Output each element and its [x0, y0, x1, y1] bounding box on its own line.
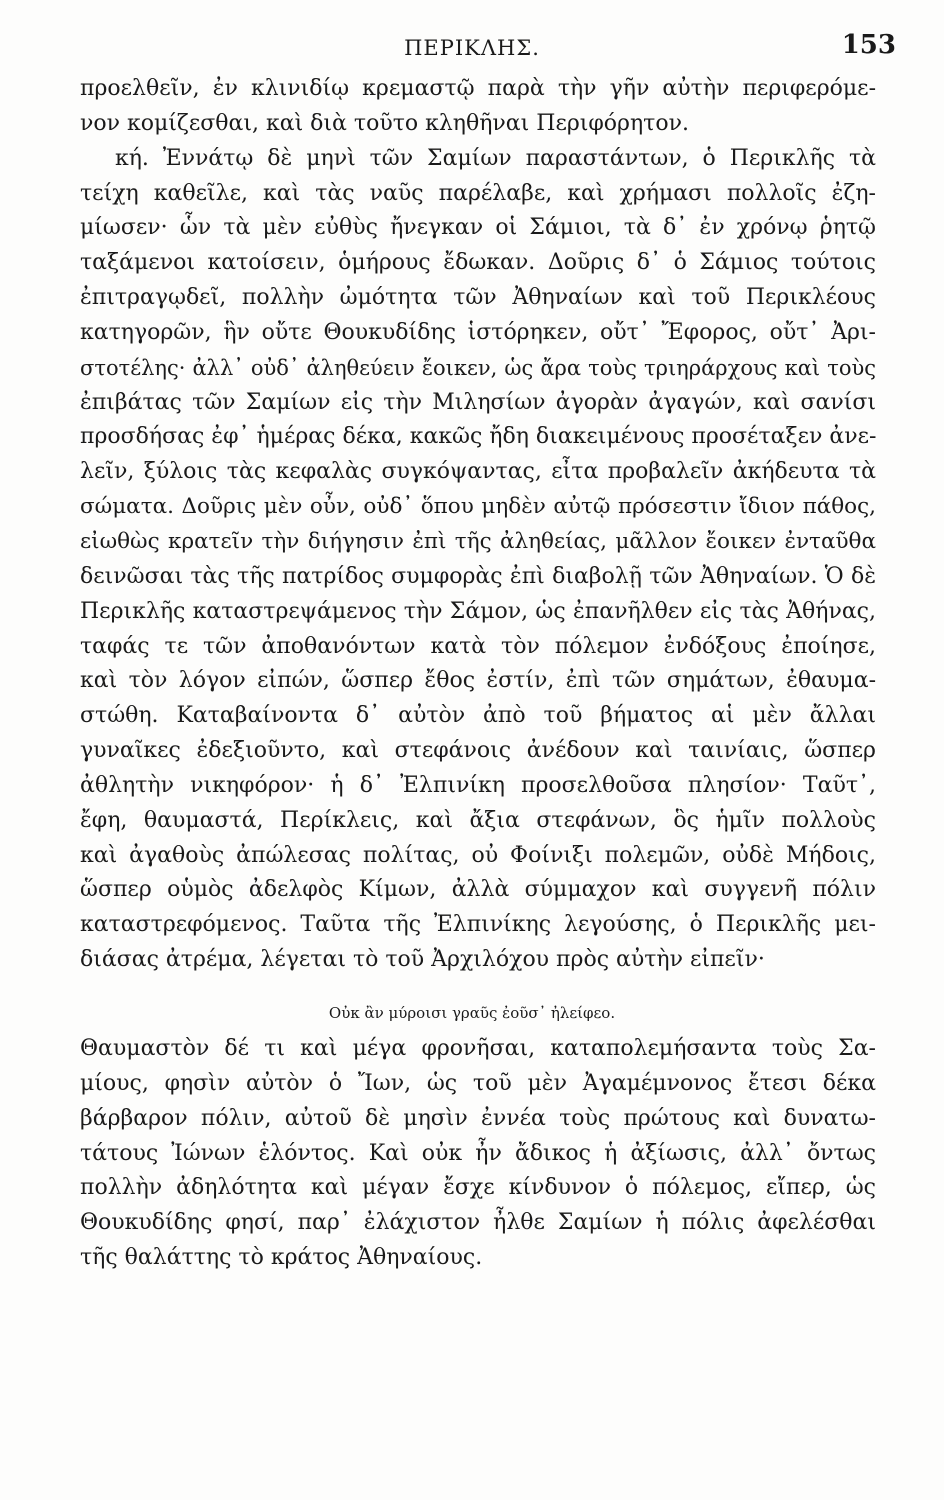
continuation-text-block	[80, 1032, 876, 1276]
text-line: ἀθλητὴν νικηφόρον· ἡ δ᾽ Ἐλπινίκη προσελθοῦσα πλησίον· Ταῦτ᾽,	[80, 772, 876, 798]
text-line: ὥσπερ οὑμὸς ἀδελφὸς Κίμων, ἀλλὰ σύμμαχον καὶ συγγενῆ πόλιν	[80, 877, 876, 903]
text-line: καὶ ἀγαθοὺς ἀπώλεσας πολίτας, οὐ Φοίνιξι πολεμῶν, οὐδὲ Μήδοις,	[80, 842, 876, 868]
text-line: τῆς θαλάττης τὸ κράτος Ἀθηναίους.	[80, 1245, 483, 1271]
page-number: 153	[841, 30, 896, 60]
running-header-title: ΠΕΡΙΚΛΗΣ.	[404, 36, 540, 60]
text-line: ταφάς τε τῶν ἀποθανόντων κατὰ τὸν πόλεμον ἐνδόξους ἐποίησε,	[80, 633, 876, 659]
text-line: μίους, φησὶν αὐτὸν ὁ Ἴων, ὡς τοῦ μὲν Ἀγαμέμνονος ἔτεσι δέκα	[80, 1070, 876, 1096]
text-line: Θουκυδίδης φησί, παρ᾽ ἐλάχιστον ἦλθε Σαμίων ἡ πόλις ἀφελέσθαι	[80, 1210, 876, 1236]
text-line: εἰωθὼς κρατεῖν τὴν διήγησιν ἐπὶ τῆς ἀληθείας, μᾶλλον ἔοικεν ἐνταῦθα	[80, 528, 876, 554]
text-line: βάρβαρον πόλιν, αὐτοῦ δὲ μησὶν ἐννέα τοὺς πρώτους καὶ δυνατω-	[80, 1105, 876, 1131]
text-line: Θαυμαστὸν δέ τι καὶ μέγα φρονῆσαι, καταπολεμήσαντα τοὺς Σα-	[80, 1036, 876, 1061]
text-line: μίωσεν· ὧν τὰ μὲν εὐθὺς ἤνεγκαν οἱ Σάμιοι, τὰ δ᾽ ἐν χρόνῳ ῥητῷ	[80, 215, 876, 241]
text-line: προελθεῖν, ἐν κλινιδίῳ κρεμαστῷ παρὰ τὴν γῆν αὐτὴν περιφερόμε-	[80, 76, 876, 101]
text-line: ἐπιτραγῳδεῖ, πολλὴν ὠμότητα τῶν Ἀθηναίων καὶ τοῦ Περικλέους	[80, 285, 876, 311]
text-line: γυναῖκες ἐδεξιοῦντο, καὶ στεφάνοις ἀνέδουν καὶ ταινίαις, ὥσπερ	[80, 738, 876, 764]
main-text-block	[80, 72, 876, 978]
text-line: Περικλῆς καταστρεψάμενος τὴν Σάμον, ὡς ἐπανῆλθεν εἰς τὰς Ἀθήνας,	[80, 598, 876, 624]
text-line: νον κομίζεσθαι, καὶ διὰ τοῦτο κληθῆναι Περιφόρητον.	[80, 110, 689, 136]
text-line: στώθη. Καταβαίνοντα δ᾽ αὐτὸν ἀπὸ τοῦ βήματος αἱ μὲν ἄλλαι	[80, 703, 876, 729]
text-line: τείχη καθεῖλε, καὶ τὰς ναῦς παρέλαβε, καὶ χρήμασι πολλοῖς ἐζη-	[80, 180, 876, 206]
text-line: ἐπιβάτας τῶν Σαμίων εἰς τὴν Μιλησίων ἀγορὰν ἀγαγών, καὶ σανίσι	[80, 389, 876, 415]
text-line: προσδήσας ἐφ᾽ ἡμέρας δέκα, κακῶς ἤδη διακειμένους προσέταξεν ἀνε-	[80, 424, 877, 450]
text-line: δεινῶσαι τὰς τῆς πατρίδος συμφορὰς ἐπὶ διαβολῇ τῶν Ἀθηναίων. Ὁ δὲ	[80, 563, 876, 589]
text-line: πολλὴν ἀδηλότητα καὶ μέγαν ἔσχε κίνδυνον ὁ πόλεμος, εἴπερ, ὡς	[80, 1175, 876, 1201]
text-line: ἔφη, θαυμαστά, Περίκλεις, καὶ ἄξια στεφάνων, ὃς ἡμῖν πολλοὺς	[80, 807, 876, 833]
text-line: λεῖν, ξύλοις τὰς κεφαλὰς συγκόψαντας, εἶτα προβαλεῖν ἀκήδευτα τὰ	[80, 459, 876, 485]
text-line: ταξάμενοι κατοίσειν, ὁμήρους ἔδωκαν. Δοῦρις δ᾽ ὁ Σάμιος τούτοις	[80, 250, 876, 276]
text-line: καταστρεφόμενος. Ταῦτα τῆς Ἐλπινίκης λεγούσης, ὁ Περικλῆς μει-	[80, 912, 876, 938]
text-line: σώματα. Δοῦρις μὲν οὖν, οὐδ᾽ ὅπου μηδὲν αὐτῷ πρόσεστιν ἴδιον πάθος,	[80, 494, 876, 520]
verse-quote	[0, 1001, 944, 1025]
text-line: κή. Ἐννάτῳ δὲ μηνὶ τῶν Σαμίων παραστάντων, ὁ Περικλῆς τὰ	[115, 145, 876, 171]
text-line: τάτους Ἰώνων ἑλόντος. Καὶ οὐκ ἦν ἄδικος ἡ ἀξίωσις, ἀλλ᾽ ὄντως	[80, 1140, 876, 1166]
text-line: στοτέλης· ἀλλ᾽ οὐδ᾽ ἀληθεύειν ἔοικεν, ὡς ἄρα τοὺς τριηράρχους καὶ τοὺς	[80, 355, 876, 380]
text-line: διάσας ἀτρέμα, λέγεται τὸ τοῦ Ἀρχιλόχου πρὸς αὐτὴν εἰπεῖν·	[80, 947, 765, 973]
verse-quote-text: Οὐκ ἂν μύροισι γραῦς ἐοῦσ᾽ ἠλείφεο.	[328, 1004, 616, 1022]
text-line: κατηγορῶν, ἣν οὔτε Θουκυδίδης ἱστόρηκεν, οὔτ᾽ Ἔφορος, οὔτ᾽ Ἀρι-	[80, 319, 876, 345]
text-line: καὶ τὸν λόγον εἰπών, ὥσπερ ἔθος ἐστίν, ἐπὶ τῶν σημάτων, ἐθαυμα-	[80, 668, 876, 694]
